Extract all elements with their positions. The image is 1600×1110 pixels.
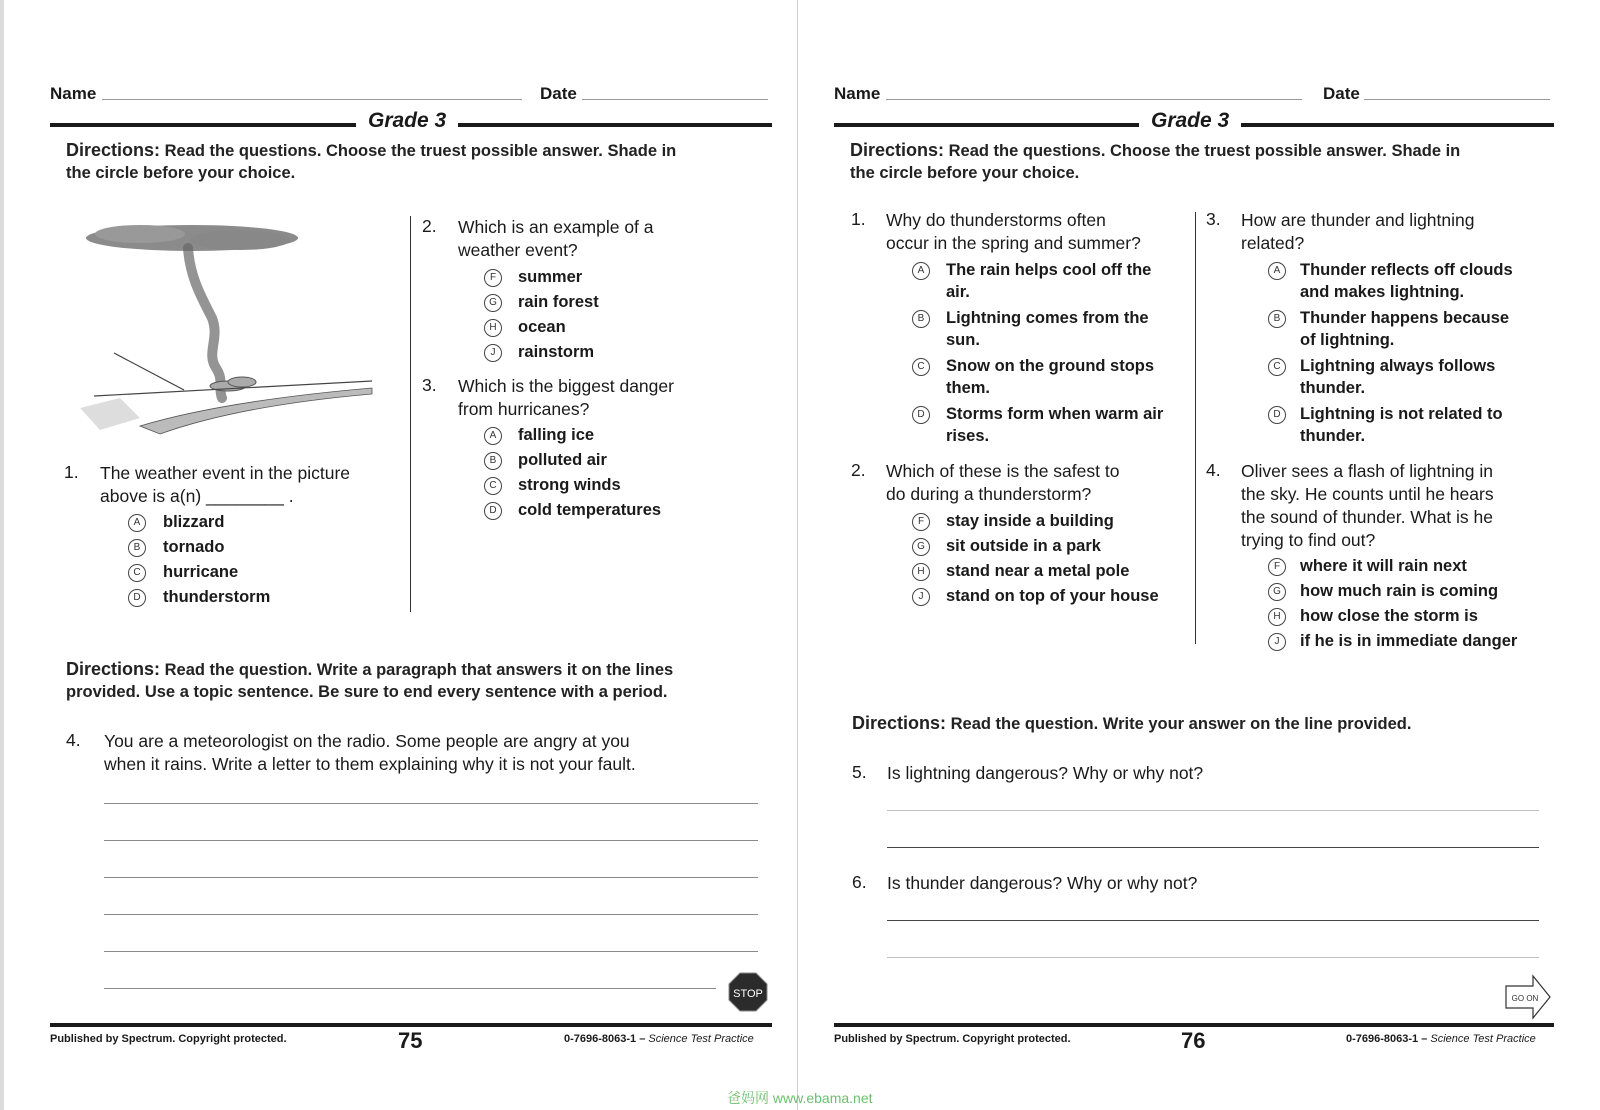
answer-bubble-c[interactable]: C <box>128 564 146 582</box>
tornado-illustration <box>80 218 380 448</box>
q3-option-c[interactable]: C Lightning always follows thunder. <box>1268 355 1495 399</box>
answer-bubble-a[interactable]: A <box>484 427 502 445</box>
q1-option-c[interactable]: C Snow on the ground stops them. <box>912 355 1154 399</box>
answer-bubble-j[interactable]: J <box>1268 633 1286 651</box>
q4-option-g[interactable]: G how much rain is coming <box>1268 580 1498 602</box>
q3-number: 3. <box>1206 209 1221 229</box>
q3-option-d[interactable]: D Lightning is not related to thunder. <box>1268 403 1503 447</box>
answer-bubble-g[interactable]: G <box>1268 583 1286 601</box>
q1-option-b[interactable]: B tornado <box>128 536 224 558</box>
q3-option-a[interactable]: A Thunder reflects off clouds and makes lightning. <box>1268 259 1513 303</box>
q2-option-f[interactable]: F stay inside a building <box>912 510 1114 532</box>
date-field[interactable] <box>1364 99 1550 100</box>
q4-option-j[interactable]: J if he is in immediate danger <box>1268 630 1517 652</box>
q3-option-d[interactable]: D cold temperatures <box>484 499 661 521</box>
page-number: 76 <box>1181 1028 1206 1053</box>
q4-stem: You are a meteorologist on the radio. Some people are angry at you when it rains. Write a letter to them explaining why it is not your fault. <box>104 731 636 774</box>
worksheet-page-76 <box>797 0 1600 1110</box>
q2-option-h[interactable]: H ocean <box>484 316 566 338</box>
q6-number: 6. <box>852 872 867 892</box>
answer-line[interactable] <box>887 847 1539 848</box>
footer-rule <box>50 1023 772 1027</box>
directions-multiple-choice: Directions: Read the questions. Choose the truest possible answer. Shade in the circle before your choice. <box>66 140 677 182</box>
q4-stem: Oliver sees a flash of lightning in the sky. He counts until he hears the sound of thunder. What is he trying to find out? <box>1241 461 1494 550</box>
go-on-arrow-icon <box>1505 974 1551 1020</box>
grade-title: Grade 3 <box>1139 109 1241 133</box>
answer-bubble-b[interactable]: B <box>484 452 502 470</box>
q1-stem: Why do thunderstorms often occur in the spring and summer? <box>886 210 1141 253</box>
answer-bubble-j[interactable]: J <box>484 344 502 362</box>
answer-bubble-h[interactable]: H <box>912 563 930 581</box>
name-field[interactable] <box>102 99 522 100</box>
answer-bubble-f[interactable]: F <box>1268 558 1286 576</box>
q1-option-d[interactable]: D thunderstorm <box>128 586 270 608</box>
q1-option-b[interactable]: B Lightning comes from the sun. <box>912 307 1149 351</box>
q1-option-a[interactable]: A blizzard <box>128 511 224 533</box>
answer-bubble-c[interactable]: C <box>1268 358 1286 376</box>
q6-stem: Is thunder dangerous? Why or why not? <box>887 873 1198 893</box>
date-label: Date <box>1323 84 1360 103</box>
footer-rule <box>834 1023 1554 1027</box>
q3-option-b[interactable]: B Thunder happens because of lightning. <box>1268 307 1509 351</box>
column-divider <box>410 216 411 612</box>
answer-bubble-c[interactable]: C <box>912 358 930 376</box>
answer-bubble-a[interactable]: A <box>1268 262 1286 280</box>
site-watermark: 爸妈网 www.ebama.net <box>727 1090 873 1106</box>
q4-option-f[interactable]: F where it will rain next <box>1268 555 1467 577</box>
book-reference: 0-7696-8063-1 – Science Test Practice <box>1346 1033 1536 1045</box>
q3-option-b[interactable]: B polluted air <box>484 449 607 471</box>
answer-bubble-g[interactable]: G <box>912 538 930 556</box>
q1-number: 1. <box>851 209 866 229</box>
book-reference: 0-7696-8063-1 – Science Test Practice <box>564 1033 754 1045</box>
q3-option-a[interactable]: A falling ice <box>484 424 594 446</box>
directions-paragraph: Directions: Read the question. Write a paragraph that answers it on the lines provided. Use a topic sentence. Be sure to end every sentence with a period. <box>66 659 674 701</box>
page-number: 75 <box>398 1028 423 1053</box>
q2-option-j[interactable]: J rainstorm <box>484 341 594 363</box>
q5-number: 5. <box>852 762 867 782</box>
q1-option-c[interactable]: C hurricane <box>128 561 238 583</box>
answer-bubble-c[interactable]: C <box>484 477 502 495</box>
answer-bubble-g[interactable]: G <box>484 294 502 312</box>
writing-line[interactable] <box>104 840 758 841</box>
q2-stem: Which of these is the safest to do during a thunderstorm? <box>886 461 1120 504</box>
column-divider <box>1195 212 1196 644</box>
writing-line[interactable] <box>104 988 716 989</box>
answer-bubble-h[interactable]: H <box>1268 608 1286 626</box>
stop-label: STOP <box>733 988 763 1000</box>
directions-short-answer: Directions: Read the question. Write your answer on the line provided. <box>852 713 1412 733</box>
q4-number: 4. <box>1206 460 1221 480</box>
answer-bubble-f[interactable]: F <box>484 269 502 287</box>
q1-stem: The weather event in the picture above is a(n) ________ . <box>100 463 351 506</box>
answer-bubble-b[interactable]: B <box>128 539 146 557</box>
q5-stem: Is lightning dangerous? Why or why not? <box>887 763 1204 783</box>
q2-stem: Which is an example of a weather event? <box>458 217 654 260</box>
q2-option-g[interactable]: G sit outside in a park <box>912 535 1101 557</box>
q3-number: 3. <box>422 375 437 395</box>
q3-stem: How are thunder and lightning related? <box>1241 210 1475 253</box>
answer-line[interactable] <box>887 920 1539 921</box>
name-label: Name <box>834 84 881 103</box>
stop-sign-icon <box>728 972 768 1012</box>
name-label: Name <box>50 84 97 103</box>
grade-title: Grade 3 <box>356 109 458 133</box>
directions-multiple-choice: Directions: Read the questions. Choose the truest possible answer. Shade in the circle before your choice. <box>850 140 1461 182</box>
date-label: Date <box>540 84 577 103</box>
answer-bubble-d[interactable]: D <box>128 589 146 607</box>
q2-option-j[interactable]: J stand on top of your house <box>912 585 1159 607</box>
writing-line[interactable] <box>104 877 758 878</box>
publisher-note: Published by Spectrum. Copyright protected. <box>834 1033 1071 1045</box>
answer-bubble-d[interactable]: D <box>484 502 502 520</box>
publisher-note: Published by Spectrum. Copyright protected. <box>50 1033 287 1045</box>
writing-line[interactable] <box>104 914 758 915</box>
answer-bubble-f[interactable]: F <box>912 513 930 531</box>
answer-bubble-h[interactable]: H <box>484 319 502 337</box>
q3-stem: Which is the biggest danger from hurricanes? <box>458 376 674 419</box>
q3-option-c[interactable]: C strong winds <box>484 474 621 496</box>
answer-line[interactable] <box>887 957 1539 958</box>
writing-line[interactable] <box>104 803 758 804</box>
q2-option-g[interactable]: G rain forest <box>484 291 599 313</box>
q1-option-d[interactable]: D Storms form when warm air rises. <box>912 403 1163 447</box>
answer-bubble-d[interactable]: D <box>912 406 930 424</box>
q2-number: 2. <box>422 216 437 236</box>
q1-option-a[interactable]: A The rain helps cool off the air. <box>912 259 1151 303</box>
q4-option-h[interactable]: H how close the storm is <box>1268 605 1478 627</box>
q2-option-f[interactable]: F summer <box>484 266 582 288</box>
answer-bubble-j[interactable]: J <box>912 588 930 606</box>
q4-number: 4. <box>66 730 81 750</box>
answer-bubble-b[interactable]: B <box>1268 310 1286 328</box>
q2-number: 2. <box>851 460 866 480</box>
answer-bubble-b[interactable]: B <box>912 310 930 328</box>
q2-option-h[interactable]: H stand near a metal pole <box>912 560 1129 582</box>
answer-bubble-d[interactable]: D <box>1268 406 1286 424</box>
q1-number: 1. <box>64 462 79 482</box>
answer-line[interactable] <box>887 810 1539 811</box>
name-field[interactable] <box>886 99 1302 100</box>
answer-bubble-a[interactable]: A <box>128 514 146 532</box>
writing-line[interactable] <box>104 951 758 952</box>
answer-bubble-a[interactable]: A <box>912 262 930 280</box>
date-field[interactable] <box>582 99 768 100</box>
go-on-label: GO ON <box>1511 994 1539 1003</box>
worksheet-page-75 <box>0 0 797 1110</box>
